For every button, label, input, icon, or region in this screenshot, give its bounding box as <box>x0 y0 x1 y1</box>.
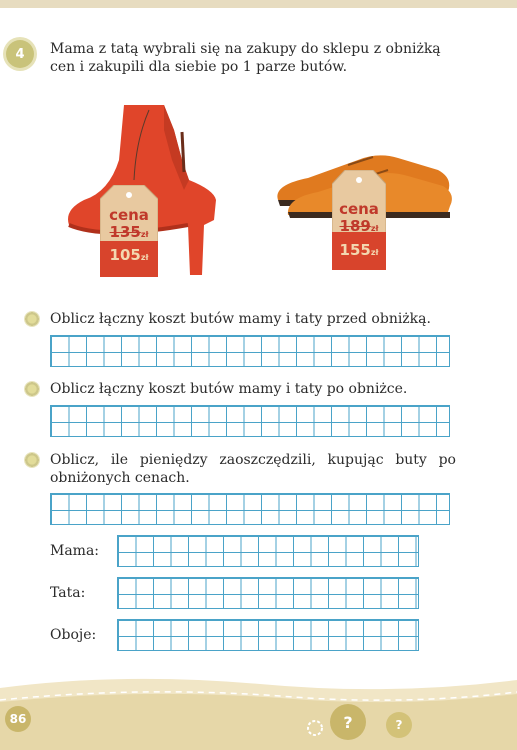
bullet-icon <box>24 381 40 397</box>
answer-grid-tata[interactable] <box>117 577 419 609</box>
question-1: Oblicz łączny koszt butów mamy i taty przed obniżką. <box>50 311 431 327</box>
answer-grid-2[interactable] <box>50 405 450 437</box>
question-3: Oblicz, ile pieniędzy zaoszczędzili, kupując buty po obniżonych cenach. <box>50 452 456 486</box>
task-number-badge: 4 <box>6 40 34 68</box>
tag-word-2: cena <box>339 200 379 218</box>
bullet-icon <box>24 311 40 327</box>
answer-grid-1[interactable] <box>50 335 450 367</box>
women-boot-illustration <box>64 100 234 275</box>
footer-wave <box>0 670 517 750</box>
label-mama: Mama: <box>50 543 100 559</box>
top-band <box>0 0 517 8</box>
answer-grid-oboje[interactable] <box>117 619 419 651</box>
answer-grid-3[interactable] <box>50 493 450 525</box>
new-price-2: 155zł <box>339 241 379 259</box>
old-price-2: 189zł <box>339 217 379 235</box>
help-icon[interactable]: ? <box>330 704 366 740</box>
tag-word-1: cena <box>109 206 149 224</box>
bullet-icon <box>24 452 40 468</box>
question-2: Oblicz łączny koszt butów mamy i taty po obniżce. <box>50 381 408 397</box>
help-small-icon[interactable]: ? <box>386 712 412 738</box>
answer-grid-mama[interactable] <box>117 535 419 567</box>
label-tata: Tata: <box>50 585 86 601</box>
task-text: Mama z tatą wybrali się na zakupy do sklepu z obniżką cen i zakupili dla siebie po 1 parze butów. <box>50 41 441 75</box>
ornament-icon <box>305 718 325 738</box>
old-price-1: 135zł <box>109 223 149 241</box>
label-oboje: Oboje: <box>50 627 97 643</box>
page-number: 86 <box>5 706 31 732</box>
new-price-1: 105zł <box>109 246 149 264</box>
men-shoes-illustration <box>268 140 458 275</box>
